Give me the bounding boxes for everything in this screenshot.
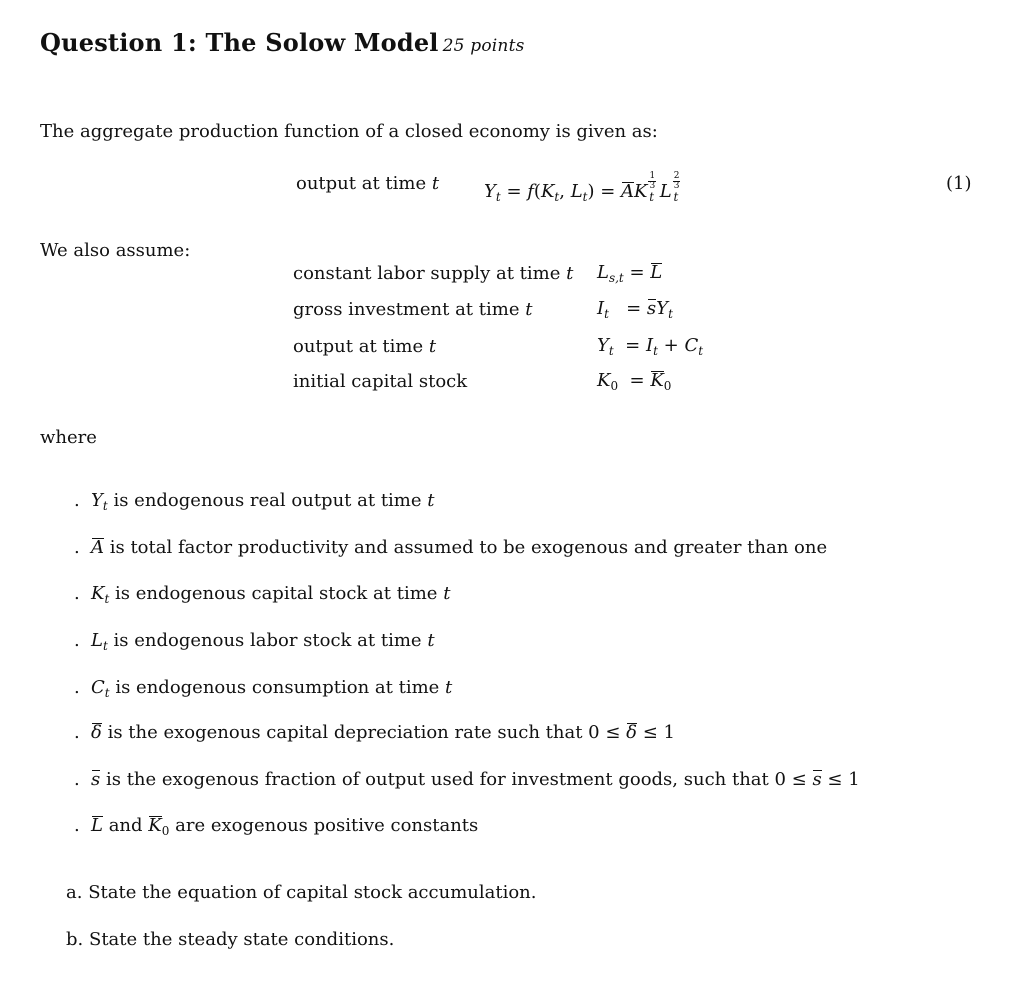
- intro-text: The aggregate production function of a closed economy is given as:: [40, 121, 658, 142]
- assumption-label-4: initial capital stock: [293, 371, 468, 392]
- assumption-label-3-var: t: [428, 336, 437, 357]
- bullet-marker: .: [74, 769, 80, 790]
- assumption-label-1: [293, 263, 573, 284]
- definition-1: $Y_t$ is endogenous real output at time t: [91, 490, 435, 513]
- equation-number: (1): [946, 173, 972, 194]
- bullet-marker: .: [74, 722, 80, 743]
- question-b-text: State the steady state conditions.: [88, 929, 395, 950]
- assumption-eq-4: $K_0 = K_0$: [597, 370, 672, 393]
- assumption-label-1-text: constant labor supply at time: [293, 263, 561, 284]
- definition-6: δ is the exogenous capital depreciation rate such that 0 ≤ δ ≤ 1: [91, 722, 675, 743]
- question-title: [40, 28, 525, 57]
- definition-8-and: and: [108, 815, 143, 836]
- assumption-label-1-var: t: [566, 263, 574, 284]
- assumption-label-2-text: gross investment at time: [293, 299, 520, 320]
- definition-4-text: is endogenous labor stock at time: [113, 630, 422, 651]
- definition-6-text: is the exogenous capital depreciation rate such that: [107, 722, 583, 743]
- assumption-eq-1: $L_{s,t} = L$: [597, 262, 663, 285]
- title-text: Question 1: The Solow Model: [40, 28, 439, 57]
- definition-3-text: is endogenous capital stock at time: [115, 583, 438, 604]
- production-label-var: t: [431, 173, 440, 194]
- definition-5-text: is endogenous consumption at time: [115, 677, 440, 698]
- production-label-text: output at time: [296, 173, 427, 194]
- assumption-label-3-text: output at time: [293, 336, 424, 357]
- assumption-eq-2: $I_t = sY_t$: [597, 298, 673, 321]
- question-b-marker: b.: [66, 929, 84, 950]
- definition-8: L and $K_0$ are exogenous positive constants: [91, 815, 479, 838]
- production-label: [296, 173, 439, 194]
- bullet-marker: .: [74, 490, 80, 511]
- definition-1-text: is endogenous real output at time: [113, 490, 422, 511]
- definition-5: $C_t$ is endogenous consumption at time t: [91, 677, 453, 700]
- definition-2-text: is total factor productivity and assumed to be exogenous and greater than one: [109, 537, 828, 558]
- bullet-marker: .: [74, 630, 80, 651]
- bullet-marker: .: [74, 677, 80, 698]
- question-b: [66, 929, 394, 950]
- bullet-marker: .: [74, 583, 80, 604]
- assumption-label-2-var: t: [525, 299, 533, 320]
- question-a-marker: a.: [66, 882, 83, 903]
- bullet-marker: .: [74, 815, 80, 836]
- assume-text: We also assume:: [40, 240, 191, 261]
- definition-8-text: are exogenous positive constants: [175, 815, 479, 836]
- assumption-label-2: [293, 299, 532, 320]
- definition-7-text: is the exogenous fraction of output used for investment goods, such that: [105, 769, 769, 790]
- bullet-marker: .: [74, 537, 80, 558]
- definition-3: $K_t$ is endogenous capital stock at time t: [91, 583, 451, 606]
- definition-7: s is the exogenous fraction of output used for investment goods, such that 0 ≤ s ≤ 1: [91, 769, 860, 790]
- question-a: [66, 882, 536, 903]
- points-label: 25 points: [442, 36, 525, 56]
- where-text: where: [40, 427, 97, 448]
- assumption-label-3: [293, 336, 436, 357]
- question-a-text: State the equation of capital stock accumulation.: [88, 882, 537, 903]
- definition-4: $L_t$ is endogenous labor stock at time t: [91, 630, 435, 653]
- production-equation: $Y_t = f(K_t$, $L_t$) = AK $\frac{1}{3}$ $_t$ L $\frac{2}{3}$ $_t$: [484, 171, 680, 204]
- definition-2: A is total factor productivity and assumed to be exogenous and greater than one: [91, 537, 828, 558]
- assumption-eq-3: $Y_t = I_t + C_t$: [597, 335, 704, 358]
